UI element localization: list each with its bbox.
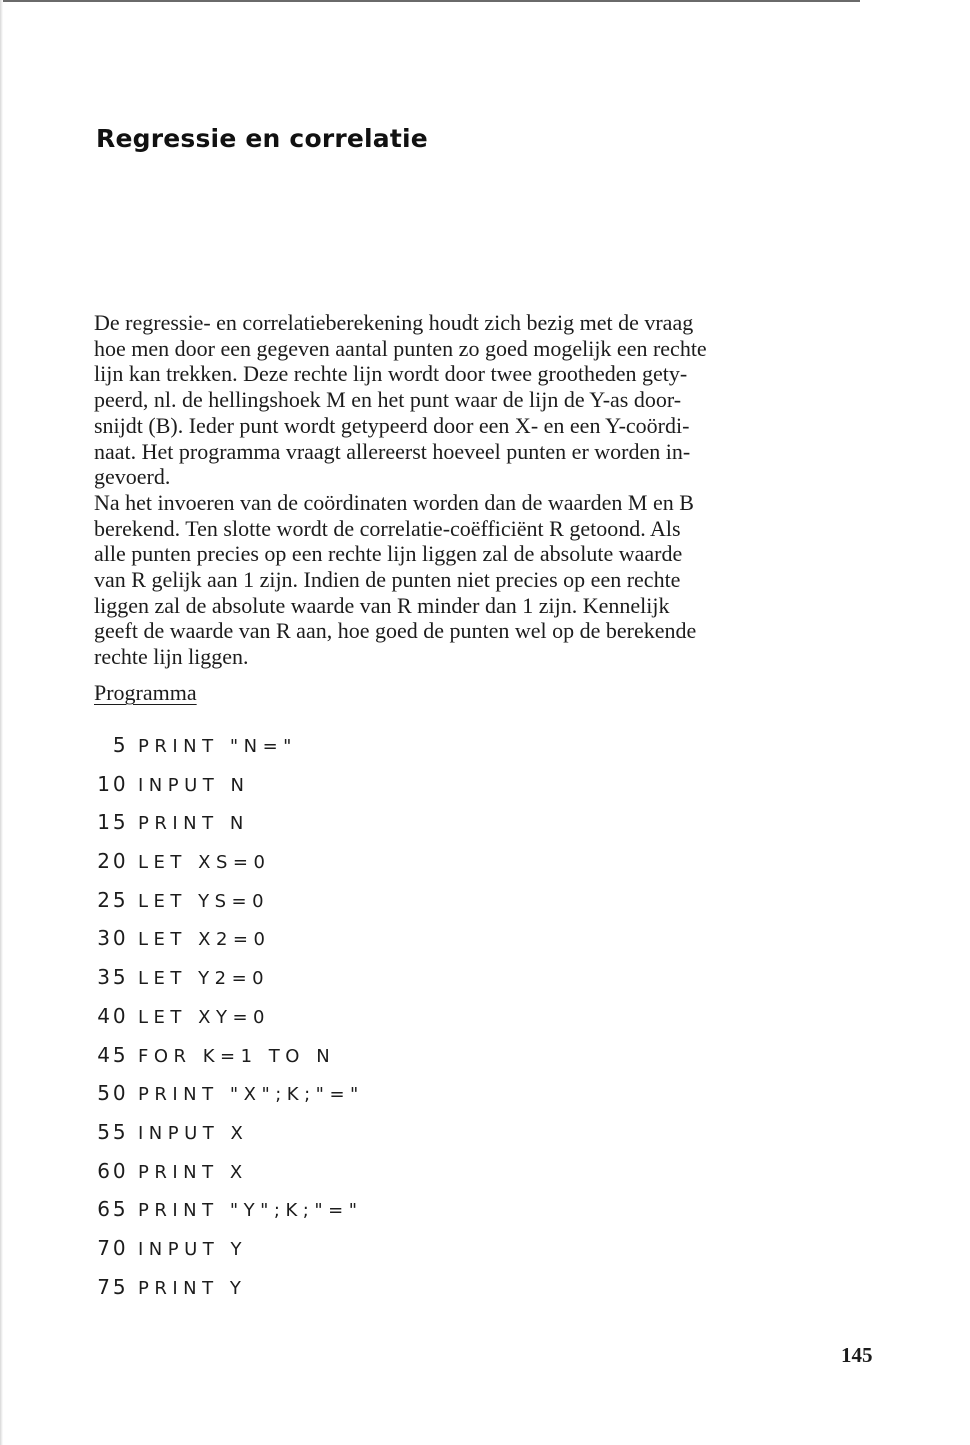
line-number: 40 xyxy=(97,1003,138,1028)
statement: PRINT "N=" xyxy=(138,736,297,757)
top-rule xyxy=(0,0,860,2)
body-line: naat. Het programma vraagt allereerst hoeveel punten er worden in- xyxy=(94,438,691,464)
body-line: hoe men door een gegeven aantal punten zo goed mogelijk een rechte xyxy=(94,335,707,361)
statement: PRINT "Y";K;"=" xyxy=(138,1200,363,1222)
body-line: lijn kan trekken. Deze rechte lijn wordt door twee grootheden gety- xyxy=(94,361,688,387)
line-number: 5 xyxy=(112,733,138,757)
line-number: 30 xyxy=(97,926,138,951)
body-line: geeft de waarde van R aan, hoe goed de punten wel op de berekende xyxy=(94,618,697,644)
program-line xyxy=(92,731,364,770)
line-number: 75 xyxy=(97,1274,138,1299)
body-line: Na het invoeren van de coördinaten worden dan de waarden M en B xyxy=(94,489,694,515)
line-number: 70 xyxy=(97,1235,138,1260)
section-title: Regressie en correlatie xyxy=(96,124,428,153)
body-line: van R gelijk aan 1 zijn. Indien de punten niet precies op een rechte xyxy=(94,567,681,593)
line-number: 15 xyxy=(97,810,138,835)
body-line: berekend. Ten slotte wordt de correlatie-coëfficiënt R getoond. Als xyxy=(94,515,681,541)
line-number: 50 xyxy=(97,1081,138,1106)
program-listing xyxy=(92,731,364,1311)
program-line xyxy=(92,1234,364,1273)
statement: INPUT N xyxy=(138,774,250,796)
line-number: 55 xyxy=(97,1119,138,1144)
program-line xyxy=(92,1079,364,1118)
statement: LET YS=0 xyxy=(138,890,270,912)
statement: PRINT X xyxy=(138,1161,248,1183)
program-line xyxy=(92,1002,364,1041)
statement: INPUT X xyxy=(138,1122,249,1144)
statement: LET XS=0 xyxy=(138,852,271,874)
body-line: gevoerd. xyxy=(94,464,171,490)
body-line: De regressie- en correlatieberekening houdt zich bezig met de vraag xyxy=(94,310,694,335)
statement: PRINT Y xyxy=(138,1277,247,1299)
program-line xyxy=(92,1157,364,1196)
body-line: rechte lijn liggen. xyxy=(94,644,249,670)
statement: PRINT "X";K;"=" xyxy=(138,1084,364,1106)
body-line: snijdt (B). Ieder punt wordt getypeerd door een X- en een Y-coördi- xyxy=(94,412,690,438)
program-line xyxy=(92,886,364,925)
program-line xyxy=(92,770,364,809)
line-number: 10 xyxy=(97,771,138,796)
statement: FOR K=1 TO N xyxy=(138,1045,336,1067)
body-line: peerd, nl. de hellingshoek M en het punt waar de lijn de Y-as door- xyxy=(94,387,682,413)
line-number: 35 xyxy=(97,965,138,990)
statement: PRINT N xyxy=(138,813,249,835)
program-line xyxy=(92,1273,364,1312)
body-line: liggen zal de absolute waarde van R minder dan 1 zijn. Kennelijk xyxy=(94,592,670,618)
line-number: 60 xyxy=(97,1158,138,1183)
body-paragraph xyxy=(94,310,894,670)
line-number: 25 xyxy=(97,887,138,912)
program-line xyxy=(92,1118,364,1157)
statement: LET Y2=0 xyxy=(138,968,270,990)
program-line xyxy=(92,963,364,1002)
statement: LET X2=0 xyxy=(138,929,271,951)
program-line xyxy=(92,1041,364,1080)
program-line xyxy=(92,847,364,886)
line-number: 45 xyxy=(97,1042,138,1067)
program-line xyxy=(92,808,364,847)
line-number: 20 xyxy=(97,849,138,874)
program-heading: Programma xyxy=(94,680,197,705)
line-number: 65 xyxy=(97,1197,138,1222)
page-edge-shadow xyxy=(0,0,3,1445)
statement: LET XY=0 xyxy=(138,1006,270,1028)
page-number: 145 xyxy=(841,1343,873,1367)
program-line xyxy=(92,924,364,963)
body-line: alle punten precies op een rechte lijn liggen zal de absolute waarde xyxy=(94,541,683,567)
program-line xyxy=(92,1195,364,1234)
statement: INPUT Y xyxy=(138,1238,248,1260)
